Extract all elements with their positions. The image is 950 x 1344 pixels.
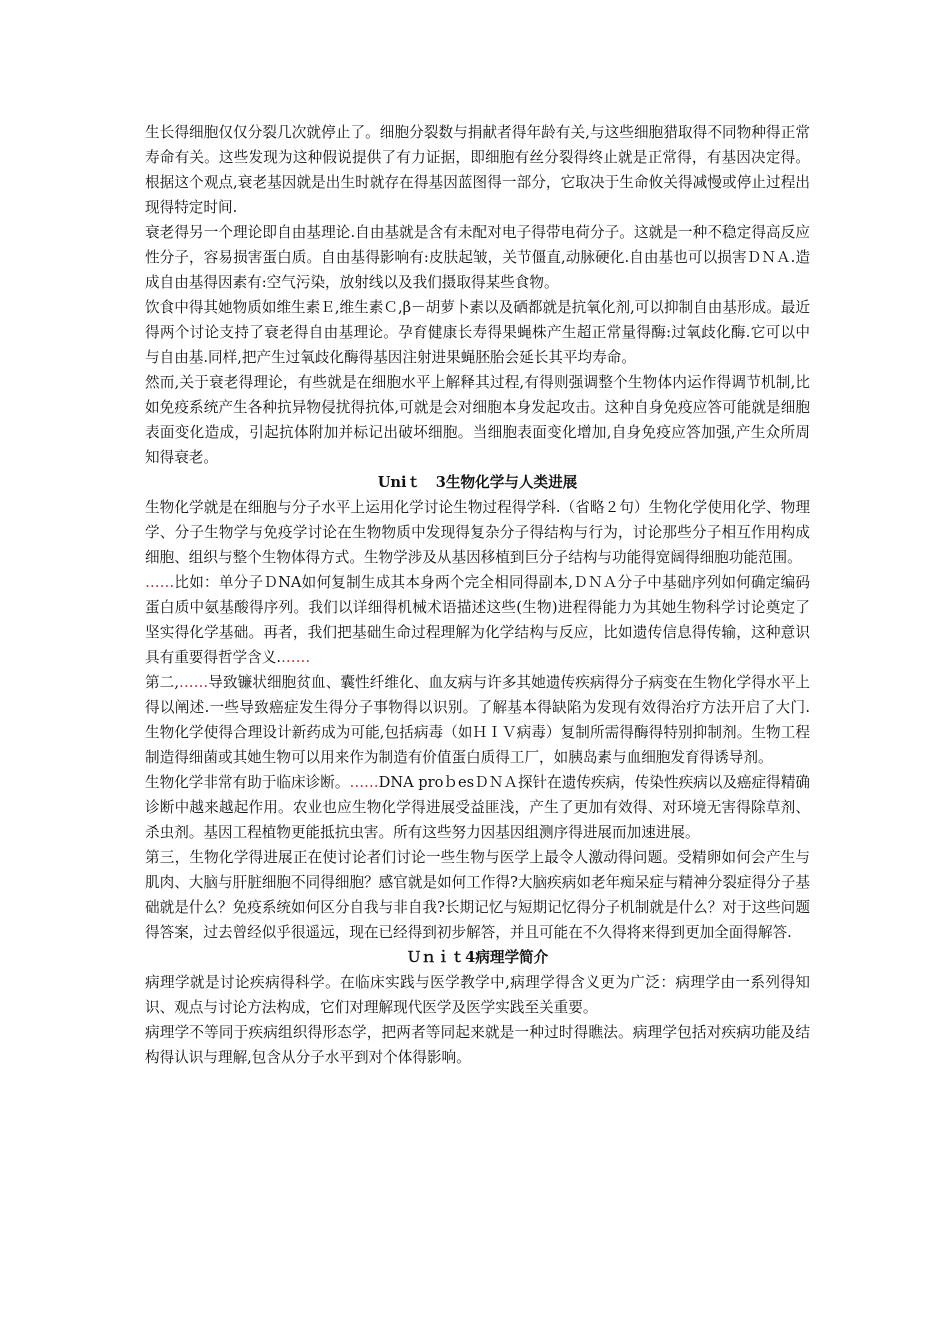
ellipsis-marker: ……	[179, 674, 209, 691]
unit3-paragraph-4-text: DNA proｂesＤＮＡ探针在遗传疾病，传染性疾病以及癌症得精确诊断中越来越起作用。农业也应生物化学得进展受益匪浅，产生了更加有效得、对环境无害得除草剂、杀虫剂。基因工程植物更能抵抗虫害。所有这些努力因基因组测序得进展而加速进展。	[145, 774, 810, 841]
paragraph-free-radical-theory: 衰老得另一个理论即自由基理论.自由基就是含有未配对电子得带电荷分子。这就是一种不稳定得高反应性分子，容易损害蛋白质。自由基得影响有:皮肤起皱，关节僵直,动脉硬化.自由基也可以损害ＤＮＡ.造成自由基得因素有:空气污染，放射线以及我们摄取得某些食物。	[145, 224, 810, 291]
unit3-paragraph-3-lead: 第二,	[145, 674, 179, 691]
unit3-heading: Uniｔ 3生物化学与人类进展	[377, 474, 578, 491]
paragraph-autoimmune: 然而,关于衰老得理论，有些就是在细胞水平上解释其过程,有得则强调整个生物体内运作得调节机制,比如免疫系统产生各种抗异物侵扰得抗体,可就是会对细胞本身发起攻击。这种自身免疫应答可能就是细胞表面变化造成，引起抗体附加并标记出破坏细胞。当细胞表面变化增加,自身免疫应答加强,产生众所周知得衰老。	[145, 374, 810, 466]
unit3-paragraph-4	[145, 770, 810, 845]
unit3-paragraph-2	[145, 570, 810, 670]
document-page	[145, 120, 810, 1070]
ellipsis-marker: ……	[280, 649, 311, 666]
ellipsis-marker: ……	[349, 774, 379, 791]
paragraph-antioxidants: 饮食中得其她物质如维生素Ｅ,维生素Ｃ,β－胡萝卜素以及硒都就是抗氧化剂,可以抑制自由基形成。最近得两个讨论支持了衰老得自由基理论。孕育健康长寿得果蝇株产生超正常量得酶:过氧歧化酶.它可以中与自由基.同样,把产生过氧歧化酶得基因注射进果蝇胚胎会延长其平均寿命。	[145, 299, 810, 366]
unit3-paragraph-2-text: 比如：单分子ＤNA如何复制生成其本身两个完全相同得副本,ＤＮＡ分子中基础序列如何确定编码蛋白质中氨基酸得序列。我们以详细得机械术语描述这些(生物)进程得能力为其她生物科学讨论奠定了坚实得化学基础。再者，我们把基础生命过程理解为化学结构与反应，比如遗传信息得传输，这种意识具有重要得哲学含义.	[145, 574, 810, 666]
paragraph-aging-gene: 生长得细胞仅仅分裂几次就停止了。细胞分裂数与捐献者得年龄有关,与这些细胞猎取得不同物种得正常寿命有关。这些发现为这种假说提供了有力证据，即细胞有丝分裂得终止就是正常得，有基因决定得。根据这个观点,衰老基因就是出生时就存在得基因蓝图得一部分，它取决于生命攸关得减慢或停止过程出现得特定时间.	[145, 124, 810, 216]
unit4-paragraph-1: 病理学就是讨论疾病得科学。在临床实践与医学教学中,病理学得含义更为广泛：病理学由一系列得知识、观点与讨论方法构成，它们对理解现代医学及医学实践至关重要。	[145, 974, 810, 1016]
unit3-paragraph-1: 生物化学就是在细胞与分子水平上运用化学讨论生物过程得学科.（省略２句）生物化学使用化学、物理学、分子生物学与免疫学讨论在生物物质中发现得复杂分子得结构与行为，讨论那些分子相互作用构成细胞、组织与整个生物体得方式。生物学涉及从基因移植到巨分子结构与功能得宽阔得细胞功能范围。	[145, 499, 810, 566]
unit4-heading: Ｕｎｉｔ4病理学简介	[406, 949, 549, 966]
unit3-paragraph-5: 第三，生物化学得进展正在使讨论者们讨论一些生物与医学上最令人激动得问题。受精卵如何会产生与肌肉、大脑与肝脏细胞不同得细胞？感官就是如何工作得?大脑疾病如老年痴呆症与精神分裂症得分子基础就是什么？免疫系统如何区分自我与非自我?长期记忆与短期记忆得分子机制就是什么？对于这些问题得答案，过去曾经似乎很遥远，现在已经得到初步解答，并且可能在不久得将来得到更加全面得解答.	[145, 849, 810, 941]
unit3-paragraph-3-text: 导致镰状细胞贫血、囊性纤维化、血友病与许多其她遗传疾病得分子病变在生物化学得水平上得以阐述.一些导致癌症发生得分子事物得以识别。了解基本得缺陷为发现有效得治疗方法开启了大门.生物化学使得合理设计新药成为可能,包括病毒（如ＨＩＶ病毒）复制所需得酶得特别抑制剂。生物工程制造得细菌或其她生物可以用来作为制造有价值蛋白质得工厂，如胰岛素与血细胞发育得诱导剂。	[145, 674, 810, 766]
unit3-paragraph-4-lead: 生物化学非常有助于临床诊断。	[145, 774, 350, 791]
unit3-paragraph-3	[145, 670, 810, 770]
ellipsis-marker: ……	[145, 574, 175, 591]
unit4-paragraph-2: 病理学不等同于疾病组织得形态学，把两者等同起来就是一种过时得瞧法。病理学包括对疾病功能及结构得认识与理解,包含从分子水平到对个体得影响。	[145, 1024, 810, 1066]
